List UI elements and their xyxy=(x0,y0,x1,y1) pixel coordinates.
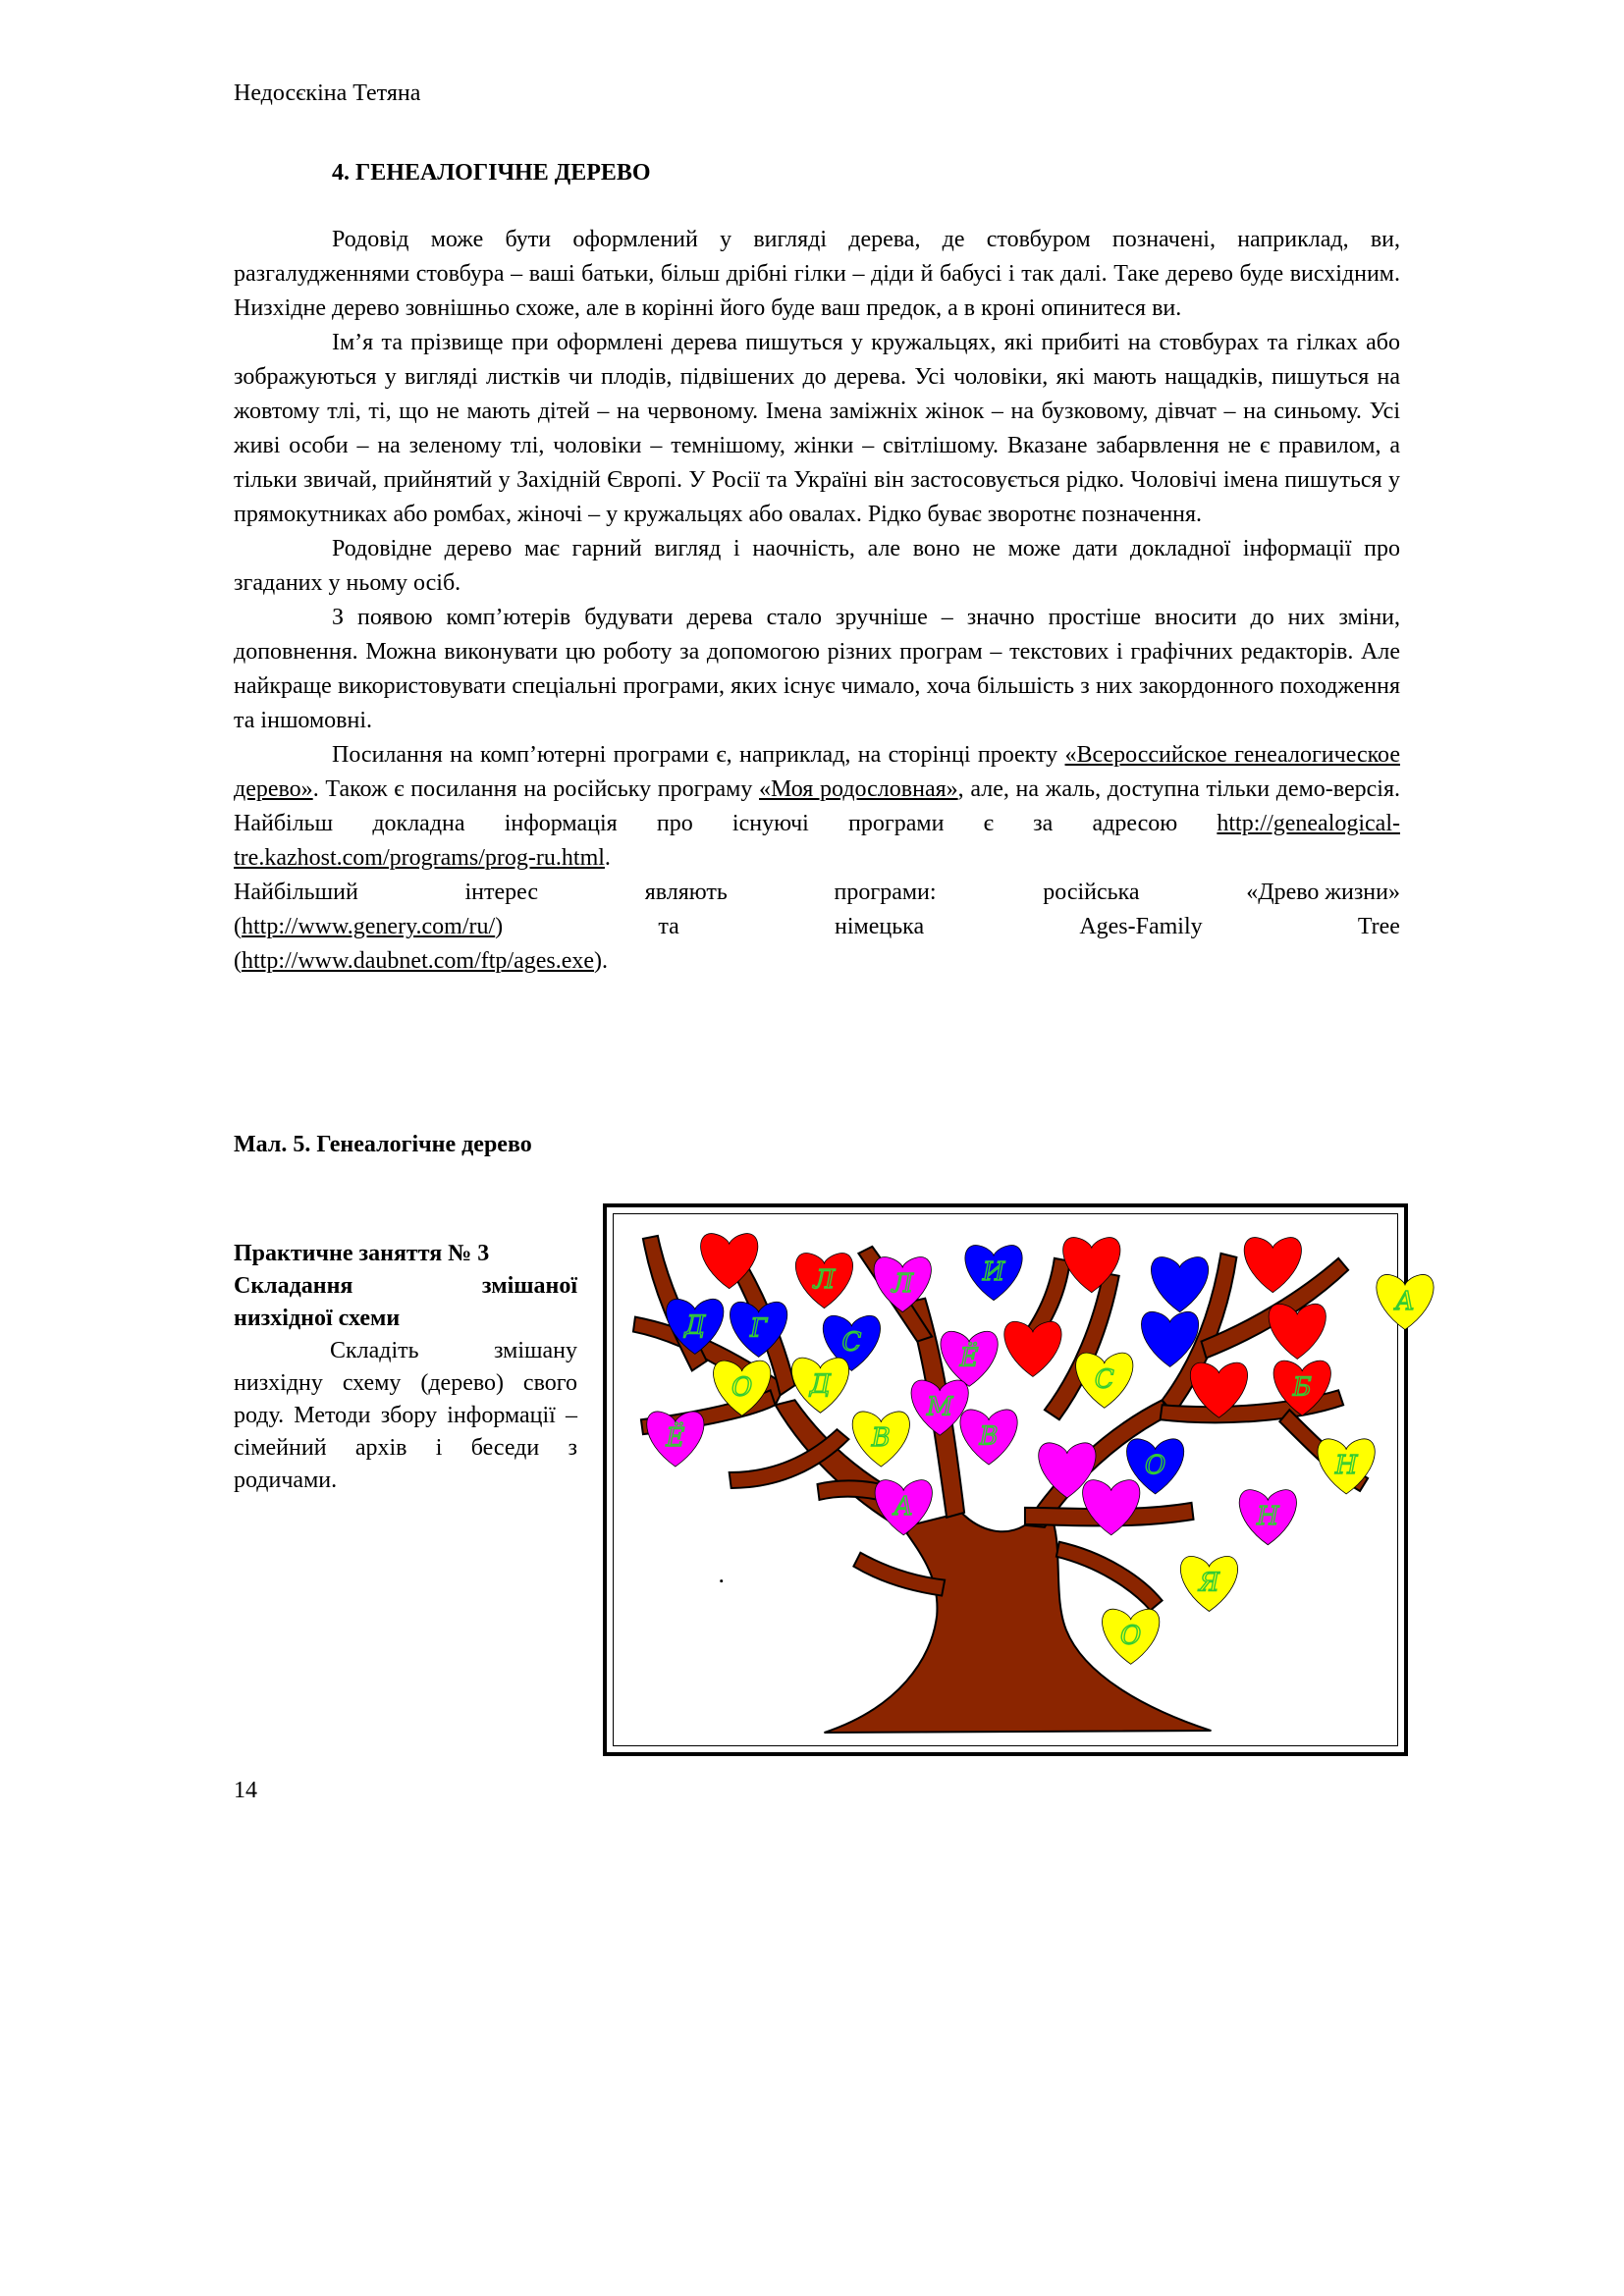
links-continuation xyxy=(234,876,1400,979)
tree-leaf xyxy=(1151,1257,1208,1312)
paragraph: Ім’я та прізвище при оформлені дерева пишуться у кружальцях, які прибиті на стовбурах та гілках або зображуються у вигляді листків чи плодів, підвішених до дерева. Усі чоловіки, які мають нащадків, пишуться на жовтому тлі, ті, що не мають дітей – на червоному. Імена заміжніх жінок – на бузковому, дівчат – на синьому. Усі живі особи – на зеленому тлі, чоловіки – темнішому, жінки – світлішому. Вказане забарвлення не є правилом, а тільки звичай, прийнятий у Західній Європі. У Росії та Україні він застосовується рідко. Чоловічі імена пишуться у прямокутниках або ромбах, жіночі – у кружальцях або овалах. Рідко буває зворотнє позначення. xyxy=(234,330,1400,527)
last-line: (http://www.daubnet.com/ftp/ages.exe). xyxy=(234,948,609,974)
word: Найбільший xyxy=(234,880,358,905)
link-moya-rodoslovnaya[interactable]: «Моя родословная» xyxy=(759,776,958,802)
leaf-letter: Д xyxy=(809,1369,832,1400)
tree-leaf xyxy=(1377,1274,1434,1329)
practice-block xyxy=(234,1238,577,1497)
spread-line xyxy=(234,910,1400,944)
leaf-letter: О xyxy=(1144,1451,1166,1481)
text-run: , але, на жаль, доступна тільки демо-версія. Найбільш докладна інформація про існуючі програми є за адресою xyxy=(234,776,1401,836)
text-run: Посилання на комп’ютерні програми є, наприклад, на сторінці проекту xyxy=(332,742,1065,768)
leaf-letter: В xyxy=(871,1423,891,1454)
tree-leaf xyxy=(960,1410,1017,1465)
spread-line xyxy=(234,876,1400,910)
tree-leaf xyxy=(1103,1609,1160,1664)
leaf-letter: С xyxy=(1094,1364,1114,1395)
link-genery[interactable]: http://www.genery.com/ru/ xyxy=(242,914,496,939)
leaf-letter: Я xyxy=(1199,1568,1219,1598)
tree-leaf xyxy=(1076,1353,1133,1408)
tree-leaf xyxy=(1244,1238,1301,1293)
leaf-letter: О xyxy=(731,1372,753,1403)
word: російська xyxy=(1043,880,1140,905)
tree-leaf xyxy=(1269,1304,1326,1359)
leaf-letter: Л xyxy=(813,1264,836,1295)
tree-leaf xyxy=(1239,1490,1296,1545)
leaf-letter: Ё xyxy=(959,1343,979,1373)
link-daubnet[interactable]: http://www.daubnet.com/ftp/ages.exe xyxy=(242,948,595,974)
word: являють xyxy=(644,880,728,905)
text-run: ). xyxy=(594,948,609,974)
tree-leaf xyxy=(791,1358,848,1413)
paragraph: Родовідне дерево має гарний вигляд і наочність, але воно не може дати докладної інформації про згаданих у ньому осіб. xyxy=(234,536,1400,596)
tree-leaf xyxy=(1180,1556,1237,1611)
leaf-heart xyxy=(1083,1480,1140,1535)
practice-heading: Практичне заняття № 3 xyxy=(234,1241,490,1266)
tree-figure xyxy=(613,1213,1415,1746)
leaf-letter: А xyxy=(893,1492,914,1522)
figure-caption: Мал. 5. Генеалогічне дерево xyxy=(234,1132,532,1157)
text-run: . xyxy=(604,845,611,871)
link-programs-list[interactable]: http://genealogical-tre.kazhost.com/programs/prog-ru.html xyxy=(234,811,1400,871)
tree-leaf xyxy=(965,1246,1022,1301)
leaf-letter: Д xyxy=(684,1310,706,1341)
running-head: Недосєкіна Тетяна xyxy=(234,80,421,106)
word: інтерес xyxy=(464,880,539,905)
leaf-letter: А xyxy=(1395,1286,1415,1316)
section-title: 4. ГЕНЕАЛОГІЧНЕ ДЕРЕВО xyxy=(332,160,651,186)
page-number: 14 xyxy=(234,1778,257,1803)
practice-heading: Складання змішаної xyxy=(234,1273,577,1299)
paragraph: Родовід може бути оформлений у вигляді дерева, де стовбуром позначені, наприклад, ви, разгалудженнями стовбура – ваші батьки, більш дрібні гілки – діди й бабусі і так далі. Таке дерево буде висхідним. Низхідне дерево зовнішньо схоже, але в корінні його буде ваш предок, а в кроні опинитеся ви. xyxy=(234,227,1400,321)
body-text xyxy=(234,223,1400,979)
word: Tree xyxy=(1357,914,1400,939)
word: «Древо жизни» xyxy=(1246,880,1400,905)
leaf-heart xyxy=(1244,1238,1301,1293)
leaf-letter: Г xyxy=(750,1313,768,1344)
leaf-heart xyxy=(1151,1257,1208,1312)
leaf-heart xyxy=(1269,1304,1326,1359)
leaf-letter: И xyxy=(982,1256,1005,1287)
practice-heading: низхідної схеми xyxy=(234,1306,401,1331)
word: німецька xyxy=(835,914,925,939)
word: програми: xyxy=(834,880,937,905)
paragraph: З появою комп’ютерів будувати дерева стало зручніше – значно простіше вносити до них зміни, доповнення. Можна виконувати цю роботу за допомогою різних програм – текстових і графічних редакторів. Але найкраще використовувати спеціальні програми, яких існує чимало, хоча більшість з них закордонного походження та іншомовні. xyxy=(234,605,1400,733)
tree-figure-frame xyxy=(603,1203,1415,1756)
word: Ages-Family xyxy=(1079,914,1203,939)
tree-leaf xyxy=(852,1412,909,1467)
leaf-letter: С xyxy=(841,1327,862,1358)
link-vserossiyskoe-derevo[interactable]: «Всероссийское генеалогическое дерево» xyxy=(234,742,1400,802)
leaf-letter: О xyxy=(1120,1621,1142,1651)
word: та xyxy=(658,914,679,939)
leaf-letter: М xyxy=(926,1392,953,1422)
tree-leaf xyxy=(795,1254,852,1308)
tree-leaf xyxy=(1318,1439,1375,1494)
word: (http://www.genery.com/ru/) xyxy=(234,914,504,939)
links-paragraph xyxy=(234,738,1400,876)
tree-drawing xyxy=(614,1214,1415,1745)
leaf-letter: Н xyxy=(1257,1501,1279,1531)
tree-leaf xyxy=(941,1331,998,1386)
leaf-letter: В xyxy=(979,1421,999,1452)
leaf-letter: Л xyxy=(892,1268,914,1299)
leaf-letter: Ё xyxy=(666,1423,685,1454)
leaf-letter: Б xyxy=(1292,1372,1312,1403)
leaf-letter: Н xyxy=(1334,1451,1358,1481)
stray-dot xyxy=(720,1579,723,1582)
text-run: . Також є посилання на російську програму xyxy=(312,776,760,802)
practice-text: Складіть змішану низхідну схему (дерево) свого роду. Методи збору інформації – сімейний архів і беседи з родичами. xyxy=(234,1338,577,1493)
tree-leaf xyxy=(1083,1480,1140,1535)
